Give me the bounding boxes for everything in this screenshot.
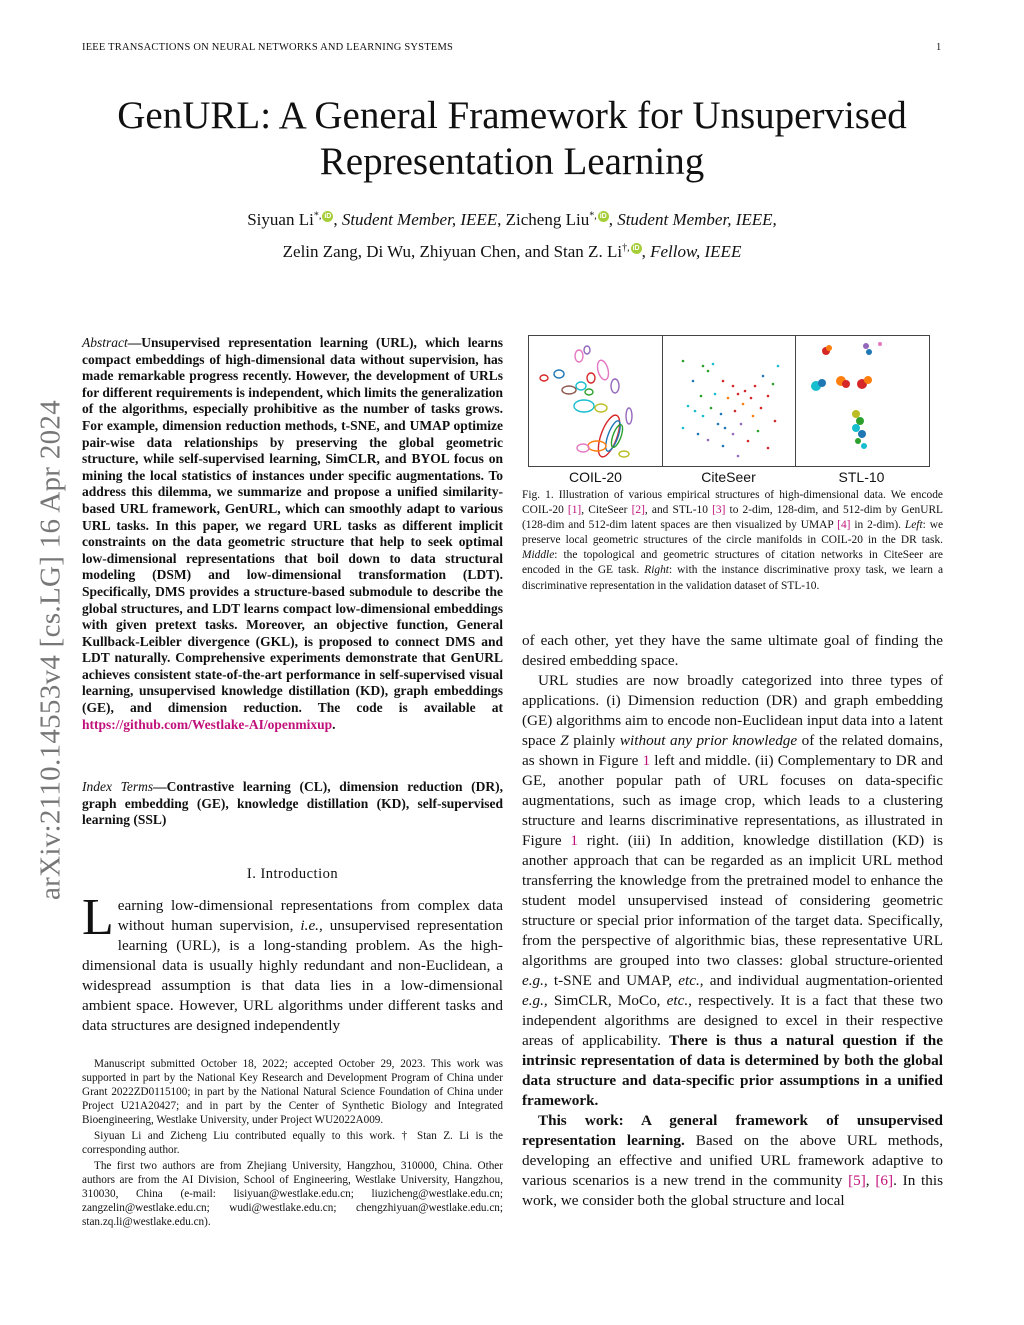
text: URL studies are now broadly categorized into three types of applications. (i) Dimension reduction (DR) and graph embedding (GE) algorithms aim to encode non-Euclidean input data into a latent space (522, 672, 943, 749)
author-role: Fellow, IEEE (650, 242, 742, 261)
text: left and middle. (ii) Complementary to DR and GE, another popular path of URL focuses on data-specific augmentations, such as image crop, which leads to a clustering structure and learns discriminative representations, as illustrated in Figure (522, 752, 944, 849)
footnotes (82, 1057, 503, 1231)
intro-text: earning low-dimensional representations from complex data without human supervision, (117, 897, 503, 934)
index-terms (82, 779, 503, 829)
caption-text: Fig. 1. Illustration of various empirical structures of high-dimensional data. We encode COIL-20 (522, 489, 943, 517)
author-mark: *, (589, 210, 597, 222)
caption-text: in 2-dim). (850, 519, 905, 532)
figure-label-citeseer: CiteSeer (701, 469, 756, 485)
section-heading: I. Introduction (246, 866, 339, 882)
paper-title-line2: Representation Learning (319, 140, 705, 183)
abstract-end: . (332, 716, 336, 732)
text: , and individual augmentation-oriented (699, 972, 943, 989)
figure-caption (522, 488, 943, 594)
paragraph (522, 1111, 943, 1211)
citation-link[interactable]: [3] (712, 504, 726, 517)
text-bold: This work: A general framework of unsupervised representation learning. (522, 1112, 943, 1149)
abstract-label: Abstract (82, 335, 128, 350)
text: . In this work, we consider both the global structure and local (522, 1172, 944, 1209)
abstract-text: —Unsupervised representation learning (URL), which learns compact embeddings of high-dimensional data without supervision, has made remarkable progress recently. However, the development of URLs for different requirements is independent, which limits the generalization of the algorithms, especially prohibitive as the number of tasks grows. For example, dimension reduction methods, t-SNE, and UMAP optimize pair-wise data relationships by preserving the global geometric structure, while self-supervised learning, SimCLR, and BYOL focus on mining the local statistics of instances under specific augmentations. To address this dilemma, we summarize and propose a unified similarity-based URL framework, GenURL, which can smoothly adapt to various URL tasks. In this paper, we regard URL tasks as different implicit constraints on the data geometric structure that help to seek optimal low-dimensional representations that boil down to data structural modeling (DSM) and low-dimensional transformation (LDT). Specifically, DMS provides a structure-based submodule to describe the global structures, and LDT learns compact low-dimensional embeddings with given pretext tasks. Moreover, an objective function, General Kullback-Leibler divergence (GKL), is proposed to connect DMS and LDT naturally. Comprehensive experiments demonstrate that GenURL achieves consistent state-of-the-art performance in self-supervised visual learning, unsupervised knowledge distillation (KD), graph embeddings (GE), and dimension reduction. The code is available at (82, 335, 503, 716)
figure-label-stl10: STL-10 (838, 469, 885, 485)
author-mark: *, (313, 210, 322, 222)
citation-link[interactable]: [1] (567, 504, 582, 517)
text: right. (iii) In addition, knowledge distillation (KD) is another approach that can be regarded as an implicit URL method transferring the knowledge from the pretrained model to enhance the student model unsupervised instead of considering geometric structure or special prior information of the target data. Specifically, from the perspective of algorithmic bias, these representative URL algorithms are grouped into two classes: global structure-oriented (522, 832, 943, 969)
stl10-plot (795, 336, 930, 466)
text-italic: etc. (666, 992, 689, 1009)
caption-right: Right (644, 564, 669, 577)
running-header: IEEE TRANSACTIONS ON NEURAL NETWORKS AND LEARNING SYSTEMS (82, 42, 454, 53)
paragraph (522, 671, 943, 1111)
text: , (865, 1172, 876, 1189)
figure-label-coil20: COIL-20 (569, 469, 622, 485)
orcid-icon[interactable]: iD (324, 213, 332, 221)
author-line-2: Zelin Zang, Di Wu, Zhiyuan Chen, and Stan Z. Li†, iD , Fellow, IEEE (282, 242, 742, 261)
text-italic: e.g., (522, 992, 548, 1009)
citation-link[interactable]: [2] (631, 504, 645, 517)
intro-text-cont: , unsupervised representation learning (URL), is a long-standing problem. As the high-dimensional data is usually highly redundant and non-Euclidean, a widespread assumption is that data lies in a low-dimensional ambient space. However, URL algorithms under different tasks and data structures are designed independently (82, 917, 503, 1034)
text: of the related domains, as shown in Figure (522, 732, 943, 769)
author-role: Student Member, IEEE, (617, 210, 777, 229)
caption-left: Left (904, 519, 923, 532)
text-bold: There is thus a natural question if the intrinsic representation of data is determined by both the global data structure and data-specific prior assumptions in a unified framework. (522, 1032, 943, 1109)
caption-text: : with the instance discriminative proxy task, we learn a discriminative representation in the validation dataset of STL-10. (522, 564, 943, 592)
text: plainly (568, 732, 620, 749)
index-terms-text: —Contrastive learning (CL), dimension reduction (DR), graph embedding (GE), knowledge distillation (KD), self-supervised learning (SSL) (82, 779, 503, 828)
author-names: Zelin Zang, Di Wu, Zhiyuan Chen, and Stan Z. Li (282, 242, 623, 261)
math-z: Z (560, 732, 569, 749)
drop-cap: L (82, 889, 114, 946)
citeseer-plot (662, 336, 796, 466)
text-italic: without any prior knowledge (619, 732, 798, 749)
caption-text: : we preserve local geometric structures of the circle manifolds in COIL-20 in the DR task. (522, 519, 943, 547)
figure-link[interactable]: 1 (570, 832, 578, 849)
citation-link[interactable]: [4] (837, 519, 851, 532)
text-italic: etc. (678, 972, 700, 989)
text-italic: e.g., (522, 972, 548, 989)
caption-middle: Middle (522, 549, 555, 562)
caption-text: : the topological and geometric structures of citation networks in CiteSeer are encoded in the GE task. (522, 549, 943, 577)
paper-title-line1: GenURL: A General Framework for Unsupervised (117, 94, 907, 137)
footnote-1: Manuscript submitted October 18, 2022; accepted October 29, 2023. This work was supported in part by the National Key Research and Development Program of China under Grant 2022ZD0115100; in part by the National Natural Science Foundation of China under Project U21A20427; and in part by the Center of Synthetic Biology and Integrated Bioengineering, Westlake University, under Project WU2022A009. (82, 1058, 503, 1126)
figure-1 (528, 335, 930, 467)
intro-ie: i.e. (300, 917, 319, 934)
footnote-3: The first two authors are from Zhejiang University, Hangzhou, 310000, China. Other authors are from the AI Division, School of Engineering, Westlake University, Hangzhou, 310030, China (e-mail: lisiyuan@westlake.edu.cn; liuzicheng@westlake.edu.cn; zangzelin@westlake.edu.cn; wudi@westlake.edu.cn; chengzhiyuan@westlake.edu.cn; stan.zq.li@westlake.edu.cn). (82, 1160, 503, 1228)
page-number: 1 (936, 42, 942, 53)
code-link[interactable]: https://github.com/Westlake-AI/openmixup (82, 716, 333, 732)
text: , respectively. It is a fact that these two independent algorithms are designed to excel in their respective areas of applicability. (522, 992, 943, 1049)
caption-text: , and STL-10 (644, 504, 713, 517)
right-column-body (522, 631, 943, 1211)
abstract (82, 335, 503, 733)
orcid-icon[interactable]: iD (599, 213, 607, 221)
coil20-plot (529, 336, 662, 466)
footnote-2: Siyuan Li and Zicheng Liu contributed equally to this work. † Stan Z. Li is the corresponding author. (82, 1130, 503, 1156)
intro-paragraph (82, 889, 503, 1036)
caption-text: , CiteSeer (581, 504, 632, 517)
text: SimCLR, MoCo, (547, 992, 667, 1009)
author-mark: †, (622, 242, 630, 254)
arxiv-id[interactable]: arXiv:2110.14553v4 [cs.LG] 16 Apr 2024 (34, 399, 67, 901)
author-role: Student Member, IEEE (341, 210, 498, 229)
author-name: Zicheng Liu (505, 210, 590, 229)
text: Based on the above URL methods, developing an effective and unified URL framework adaptive to various scenarios is a new trend in the community (522, 1132, 943, 1189)
orcid-icon[interactable]: iD (632, 245, 640, 253)
citation-link[interactable]: [6] (875, 1172, 894, 1189)
citation-link[interactable]: [5] (848, 1172, 866, 1189)
figure-link[interactable]: 1 (642, 752, 651, 769)
text: t-SNE and UMAP, (547, 972, 679, 989)
arxiv-stamp (36, 350, 66, 950)
paragraph: of each other, yet they have the same ultimate goal of finding the desired embedding space. (522, 632, 943, 669)
author-name: Siyuan Li (247, 210, 314, 229)
author-line-1: Siyuan Li*, iD , Student Member, IEEE, Zicheng Liu*, iD , Student Member, IEEE, (247, 210, 777, 229)
caption-text: to 2-dim, 128-dim, and 512-dim by GenURL (128-dim and 512-dim latent spaces are then visualized by UMAP (522, 504, 943, 532)
index-terms-label: Index Terms (82, 779, 154, 794)
